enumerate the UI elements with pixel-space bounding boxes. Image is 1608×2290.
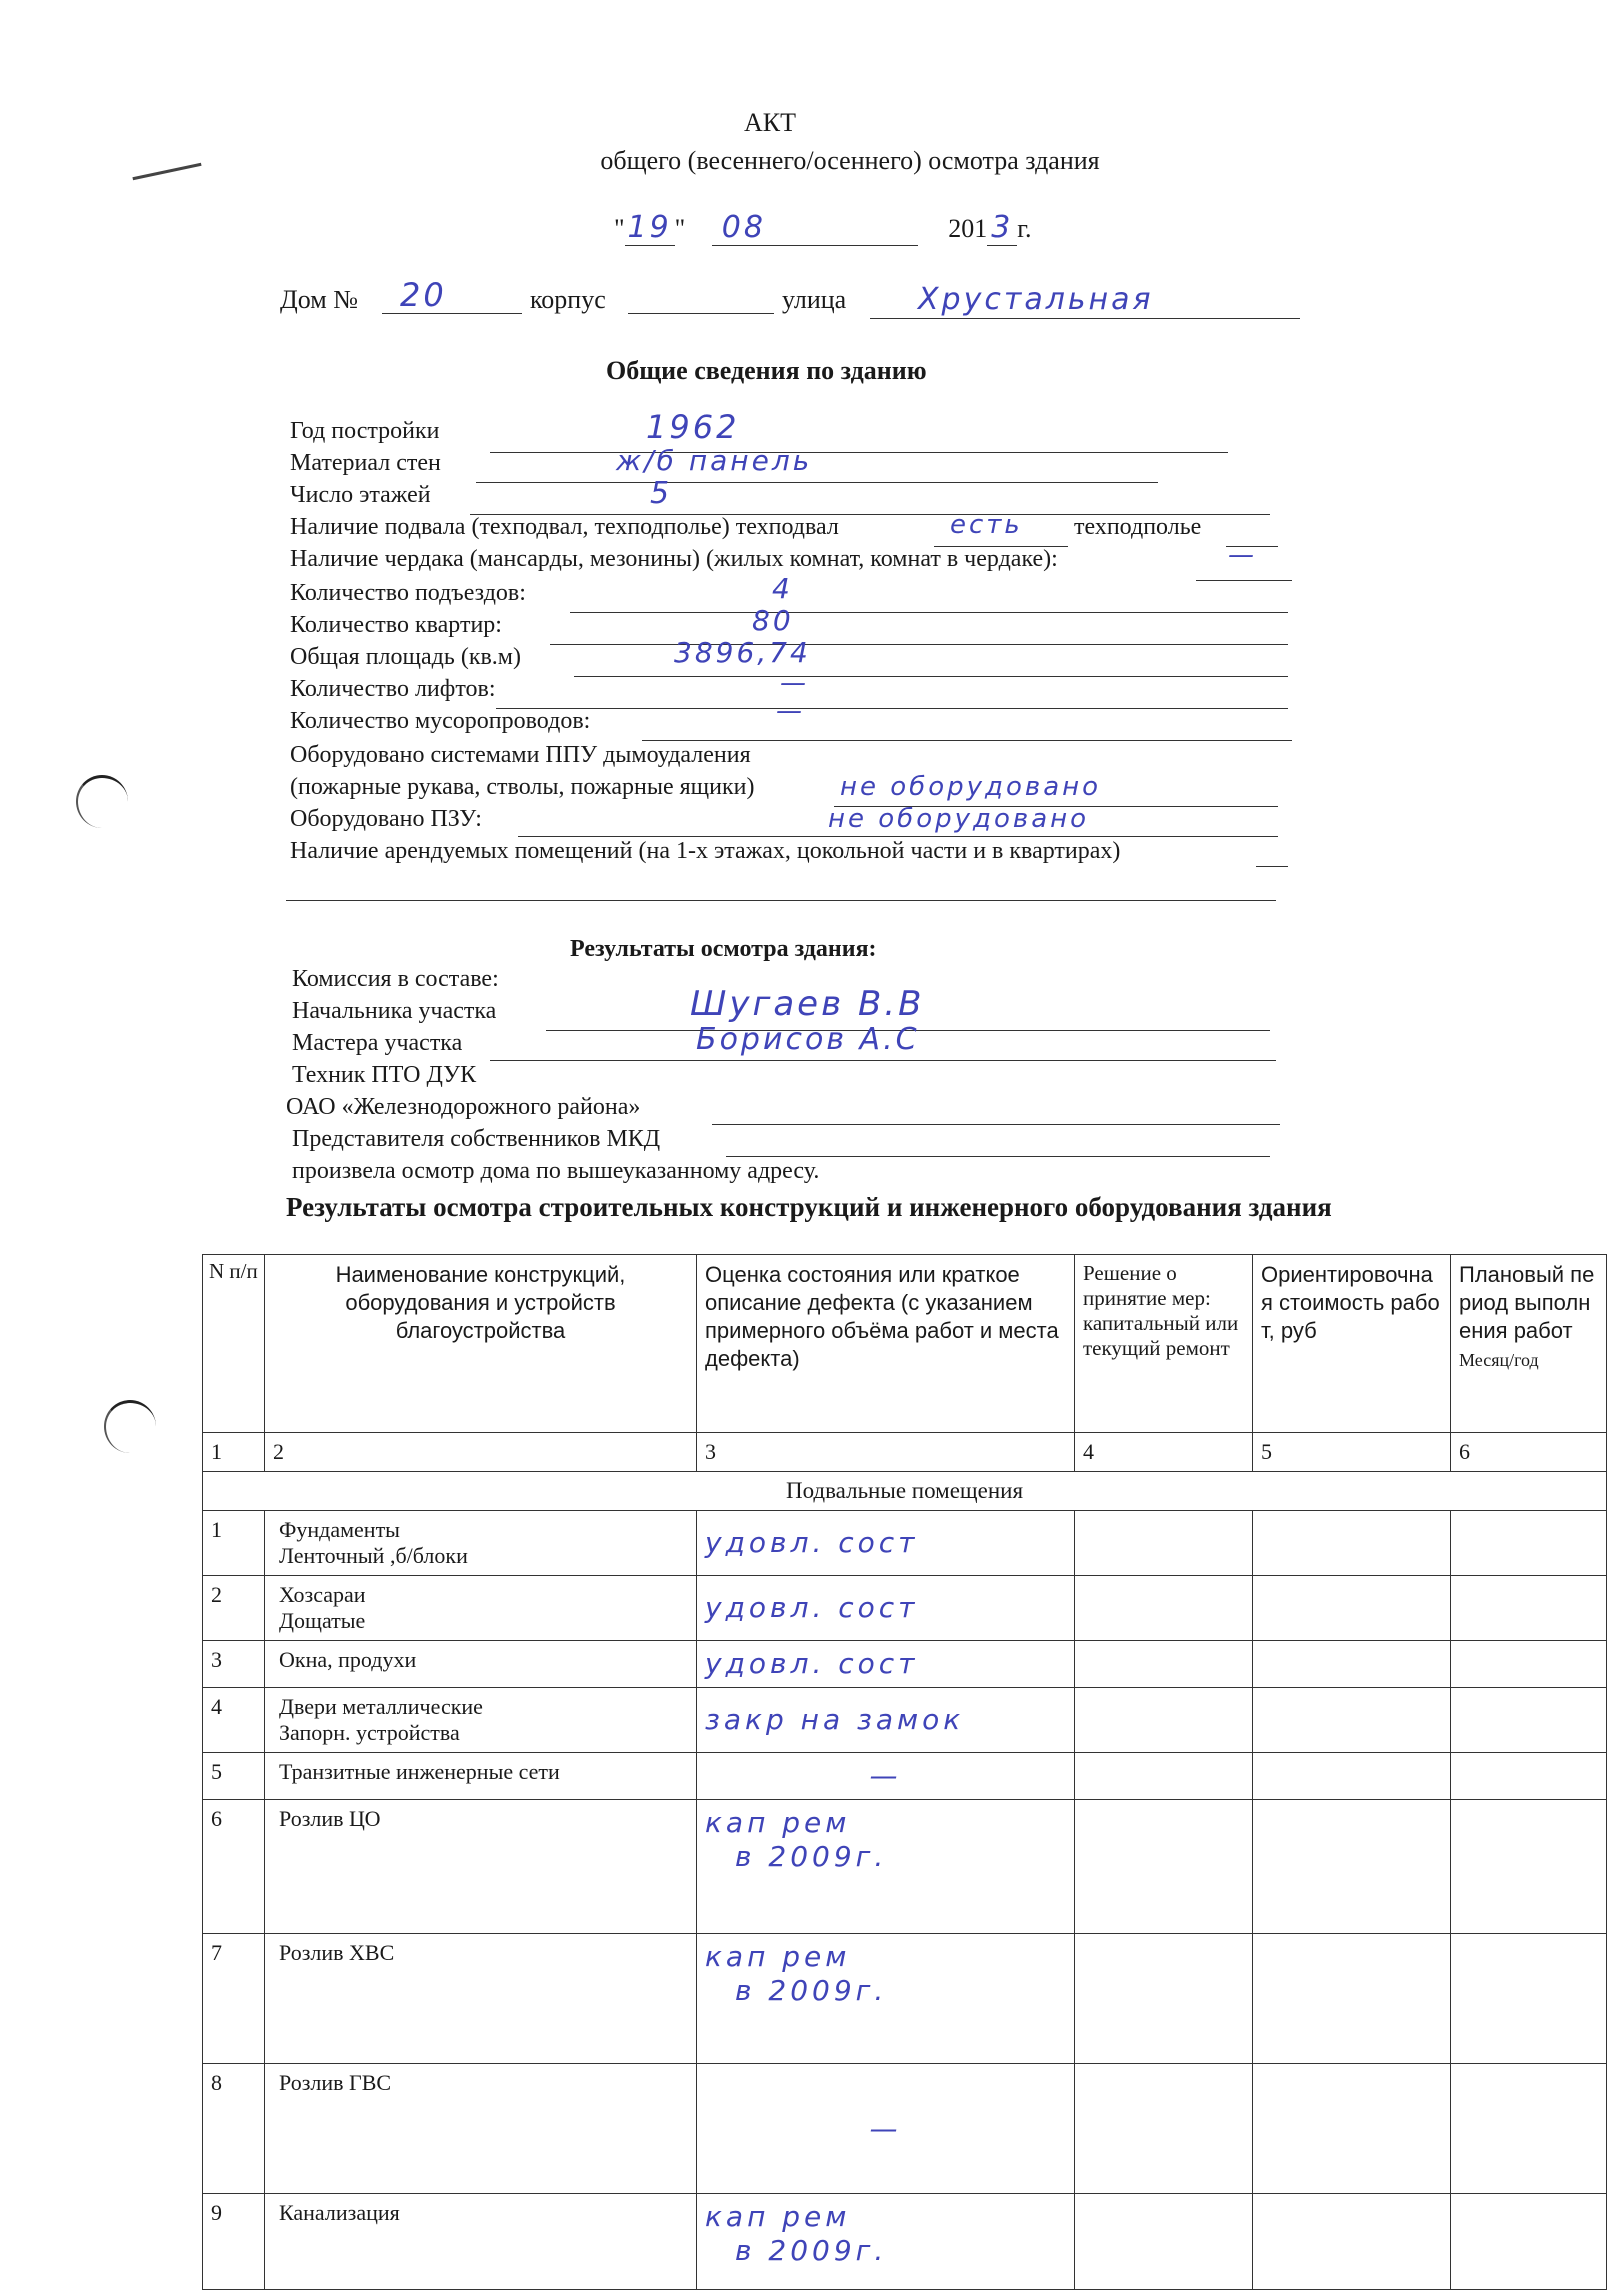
date-year-digit: 3 xyxy=(987,210,1017,246)
year-label: Год постройки xyxy=(290,418,440,444)
row-number-text: 9 xyxy=(211,2200,222,2225)
chief-label: Начальника участка xyxy=(292,998,497,1024)
row-assessment-line-1: удовл. сост xyxy=(705,1647,919,1680)
row-number-text: 8 xyxy=(211,2070,222,2095)
lifts-underline xyxy=(496,708,1288,709)
row-assessment xyxy=(697,1688,1075,1753)
col-header-decision-text: Решение о принятие мер: капитальный или текущий ремонт xyxy=(1083,1261,1239,1360)
row-name xyxy=(265,2064,697,2194)
date-open-quote: " xyxy=(614,214,625,243)
table-header-row xyxy=(203,1255,1607,1433)
owners-label: Представителя собственников МКД xyxy=(292,1126,661,1152)
chief-value: Шугаев В.В xyxy=(690,984,925,1024)
row-assessment xyxy=(697,1800,1075,1934)
ppu-label-2: (пожарные рукава, стволы, пожарные ящики) xyxy=(290,774,755,800)
row-number-text: 5 xyxy=(211,1759,222,1784)
master-underline xyxy=(490,1060,1276,1061)
col-header-period-text: Плановый период выполнения работ xyxy=(1459,1262,1595,1343)
entrances-value: 4 xyxy=(772,572,793,605)
row-number xyxy=(203,1576,265,1641)
area-value: 3896,74 xyxy=(674,636,811,669)
owners-underline xyxy=(726,1156,1270,1157)
row-name-line-1: Фундаменты xyxy=(279,1517,400,1542)
street-underline xyxy=(870,318,1300,319)
row-decision xyxy=(1075,1934,1253,2064)
column-numbers-row xyxy=(203,1433,1607,1472)
col-number-5: 5 xyxy=(1253,1433,1451,1472)
pzu-value: не оборудовано xyxy=(828,804,1090,834)
table-row xyxy=(203,2194,1607,2290)
row-period xyxy=(1451,1576,1607,1641)
walls-label: Материал стен xyxy=(290,450,441,476)
col-number-2: 2 xyxy=(265,1433,697,1472)
row-name-line-1: Хозсараи xyxy=(279,1582,366,1607)
row-name-line-2: Запорн. устройства xyxy=(279,1720,460,1745)
basement-suffix: техподполье xyxy=(1074,514,1202,540)
date-year-prefix: 201 xyxy=(948,214,988,243)
year-underline xyxy=(490,452,1228,453)
rented-underline-end xyxy=(1256,866,1288,867)
row-decision xyxy=(1075,1576,1253,1641)
table-body xyxy=(203,1511,1607,2290)
col-header-decision xyxy=(1075,1255,1253,1433)
rented-label: Наличие арендуемых помещений (на 1-х этажах, цокольной части и в квартирах) xyxy=(290,838,1121,864)
row-cost xyxy=(1253,1511,1451,1576)
table-row xyxy=(203,2064,1607,2194)
row-name-line-1: Канализация xyxy=(279,2200,400,2225)
row-period xyxy=(1451,2194,1607,2290)
row-assessment-line-1: кап рем xyxy=(705,1806,851,1839)
attic-underline xyxy=(1196,580,1292,581)
col-header-assessment-text: Оценка состояния или краткое описание дефекта (с указанием примерного объёма работ и места дефекта) xyxy=(705,1262,1059,1371)
table-row xyxy=(203,1511,1607,1576)
row-number-text: 6 xyxy=(211,1806,222,1831)
row-name-line-1: Розлив ЦО xyxy=(279,1806,381,1831)
row-name xyxy=(265,1753,697,1800)
row-decision xyxy=(1075,1688,1253,1753)
row-number-text: 7 xyxy=(211,1940,222,1965)
master-label: Мастера участка xyxy=(292,1030,463,1056)
pzu-underline xyxy=(518,836,1278,837)
row-assessment xyxy=(697,1934,1075,2064)
date-year-suffix: г. xyxy=(1017,214,1032,243)
row-period xyxy=(1451,1753,1607,1800)
row-name-line-1: Двери металлические xyxy=(279,1694,483,1719)
row-name-line-1: Транзитные инженерные сети xyxy=(279,1759,560,1784)
date-line xyxy=(614,210,1031,246)
row-number xyxy=(203,1641,265,1688)
entrances-underline xyxy=(570,612,1288,613)
section-title: Подвальные помещения xyxy=(203,1472,1607,1511)
row-decision xyxy=(1075,1800,1253,1934)
row-assessment xyxy=(697,1511,1075,1576)
col-header-period-small: Месяц/год xyxy=(1459,1350,1539,1370)
row-number xyxy=(203,1753,265,1800)
row-period xyxy=(1451,1511,1607,1576)
table-row xyxy=(203,1800,1607,1934)
attic-label: Наличие чердака (мансарды, мезонины) (жилых комнат, комнат в чердаке): xyxy=(290,546,1058,572)
row-period xyxy=(1451,1800,1607,1934)
col-header-assessment xyxy=(697,1255,1075,1433)
col-header-number xyxy=(203,1255,265,1433)
col-header-name xyxy=(265,1255,697,1433)
date-month: 08 xyxy=(712,210,918,246)
row-assessment-line-1: удовл. сост xyxy=(705,1526,919,1559)
table-row xyxy=(203,1934,1607,2064)
row-decision xyxy=(1075,1511,1253,1576)
row-assessment-line-2: в 2009г. xyxy=(735,1974,888,2007)
row-period xyxy=(1451,1688,1607,1753)
document-title: АКТ xyxy=(744,108,796,137)
oao-label: ОАО «Железнодорожного района» xyxy=(286,1094,641,1120)
table-row xyxy=(203,1753,1607,1800)
punch-hole-top xyxy=(76,775,128,828)
pzu-label: Оборудовано ПЗУ: xyxy=(290,806,482,832)
row-number xyxy=(203,1800,265,1934)
row-number-text: 1 xyxy=(211,1517,222,1542)
row-decision xyxy=(1075,2194,1253,2290)
row-decision xyxy=(1075,2064,1253,2194)
row-name xyxy=(265,1576,697,1641)
apartments-value: 80 xyxy=(752,604,794,637)
basement-label: Наличие подвала (техподвал, техподполье) техподвал xyxy=(290,514,839,540)
table-row xyxy=(203,1688,1607,1753)
row-assessment xyxy=(697,2064,1075,2194)
row-assessment-line-1: закр на замок xyxy=(705,1703,965,1736)
table-heading: Результаты осмотра строительных конструкций и инженерного оборудования здания xyxy=(286,1192,1332,1222)
row-name xyxy=(265,1934,697,2064)
col-header-cost xyxy=(1253,1255,1451,1433)
row-assessment-line-1: — xyxy=(869,2111,902,2145)
apartments-label: Количество квартир: xyxy=(290,612,502,638)
oao-underline xyxy=(712,1124,1280,1125)
chutes-label: Количество мусоропроводов: xyxy=(290,708,591,734)
apartments-underline xyxy=(550,644,1288,645)
walls-underline xyxy=(476,482,1158,483)
entrances-label: Количество подъездов: xyxy=(290,580,526,606)
section-row xyxy=(203,1472,1607,1511)
ppu-value: не оборудовано xyxy=(840,772,1102,802)
col-number-3: 3 xyxy=(697,1433,1075,1472)
row-assessment-line-1: кап рем xyxy=(705,2200,851,2233)
row-assessment-line-1: удовл. сост xyxy=(705,1591,919,1624)
row-name xyxy=(265,1800,697,1934)
table-row xyxy=(203,1576,1607,1641)
building-underline xyxy=(628,313,774,314)
row-name xyxy=(265,1688,697,1753)
row-number-text: 2 xyxy=(211,1582,222,1607)
street-label: улица xyxy=(782,285,847,314)
pen-mark xyxy=(132,163,201,180)
row-cost xyxy=(1253,1641,1451,1688)
row-assessment-line-2: в 2009г. xyxy=(735,2234,888,2267)
year-value: 1962 xyxy=(646,408,740,446)
col-number-1: 1 xyxy=(203,1433,265,1472)
row-decision xyxy=(1075,1641,1253,1688)
area-label: Общая площадь (кв.м) xyxy=(290,644,521,670)
performed-label: произвела осмотр дома по вышеуказанному адресу. xyxy=(292,1158,820,1184)
results-heading: Результаты осмотра здания: xyxy=(570,936,877,962)
row-name-line-2: Ленточный ,б/блоки xyxy=(279,1543,468,1568)
row-period xyxy=(1451,1641,1607,1688)
house-value: 20 xyxy=(400,276,447,314)
col-header-period xyxy=(1451,1255,1607,1433)
row-number-text: 4 xyxy=(211,1694,222,1719)
tech-label: Техник ПТО ДУК xyxy=(292,1062,477,1088)
row-cost xyxy=(1253,1576,1451,1641)
row-assessment xyxy=(697,1576,1075,1641)
col-number-4: 4 xyxy=(1075,1433,1253,1472)
row-assessment-line-1: — xyxy=(869,1759,902,1792)
inspection-table xyxy=(202,1254,1607,2290)
attic-value: — xyxy=(1228,540,1257,570)
row-name-line-2: Дощатые xyxy=(279,1608,366,1633)
rented-underline-2 xyxy=(286,900,1276,901)
commission-label: Комиссия в составе: xyxy=(292,966,499,992)
chutes-value: — xyxy=(776,696,805,726)
row-name xyxy=(265,1641,697,1688)
row-cost xyxy=(1253,2064,1451,2194)
row-number xyxy=(203,1934,265,2064)
row-assessment xyxy=(697,2194,1075,2290)
document-subtitle: общего (весеннего/осеннего) осмотра здания xyxy=(600,146,1100,175)
col-number-6: 6 xyxy=(1451,1433,1607,1472)
row-cost xyxy=(1253,2194,1451,2290)
row-number xyxy=(203,1688,265,1753)
table-row xyxy=(203,1641,1607,1688)
row-cost xyxy=(1253,1753,1451,1800)
row-number xyxy=(203,1511,265,1576)
general-heading: Общие сведения по зданию xyxy=(606,356,927,385)
date-day: 19 xyxy=(625,210,675,246)
street-value: Хрустальная xyxy=(918,282,1154,317)
row-name-line-1: Розлив ХВС xyxy=(279,1940,395,1965)
row-number-text: 3 xyxy=(211,1647,222,1672)
row-name xyxy=(265,2194,697,2290)
basement-value: есть xyxy=(950,510,1023,540)
chutes-underline xyxy=(642,740,1292,741)
area-underline xyxy=(574,676,1288,677)
lifts-label: Количество лифтов: xyxy=(290,676,496,702)
floors-value: 5 xyxy=(650,476,673,511)
row-name-line-1: Розлив ГВС xyxy=(279,2070,392,2095)
master-value: Борисов А.С xyxy=(696,1022,920,1057)
row-cost xyxy=(1253,1934,1451,2064)
lifts-value: — xyxy=(780,668,809,698)
ppu-label-1: Оборудовано системами ППУ дымоудаления xyxy=(290,742,751,768)
building-label: корпус xyxy=(530,285,606,314)
house-label: Дом № xyxy=(280,285,358,314)
row-assessment-line-1: кап рем xyxy=(705,1940,851,1973)
row-period xyxy=(1451,2064,1607,2194)
row-number xyxy=(203,2064,265,2194)
row-assessment-line-2: в 2009г. xyxy=(735,1840,888,1873)
row-name xyxy=(265,1511,697,1576)
floors-label: Число этажей xyxy=(290,482,431,508)
row-number xyxy=(203,2194,265,2290)
punch-hole-bottom xyxy=(104,1400,156,1453)
walls-value: ж/б панель xyxy=(616,444,813,477)
date-close-quote: " xyxy=(674,214,686,243)
row-cost xyxy=(1253,1800,1451,1934)
row-cost xyxy=(1253,1688,1451,1753)
row-assessment xyxy=(697,1753,1075,1800)
row-name-line-1: Окна, продухи xyxy=(279,1647,417,1672)
row-assessment xyxy=(697,1641,1075,1688)
col-header-name-text: Наименование конструкций, оборудования и устройств благоустройства xyxy=(335,1262,626,1343)
row-period xyxy=(1451,1934,1607,2064)
row-decision xyxy=(1075,1753,1253,1800)
col-header-number-text: N п/п xyxy=(209,1259,258,1283)
col-header-cost-text: Ориентировочная стоимость работ, руб xyxy=(1261,1262,1440,1343)
